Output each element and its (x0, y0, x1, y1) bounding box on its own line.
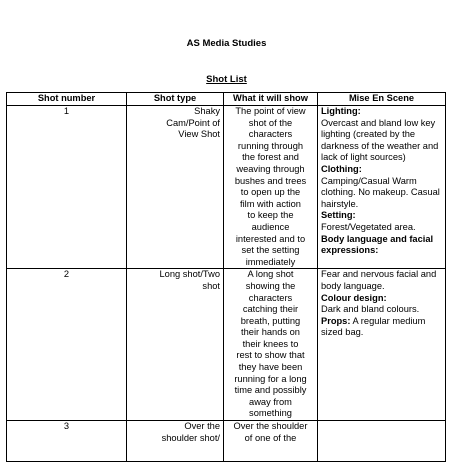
mise-text: Overcast and bland low key lighting (created by the darkness of the weather and lack of light sources) (321, 117, 439, 163)
shot-number-cell: 1 (7, 106, 127, 269)
description-line: rest to show that (236, 350, 305, 361)
shot-type-cell (127, 106, 224, 269)
description-line: immediately (245, 256, 296, 267)
description-line: away from (249, 396, 292, 407)
shot-list-table (6, 92, 446, 462)
description-line: Over the shoulder (233, 421, 308, 432)
description-line: film with action (240, 198, 301, 209)
shot-type-cell (127, 269, 224, 421)
description-line: of one of the (244, 432, 297, 443)
mise-label: Lighting: (321, 106, 361, 116)
description-cell (224, 269, 318, 421)
mise-label: Clothing: (321, 163, 362, 174)
table-row (7, 269, 446, 421)
shot-list-heading: Shot List (206, 74, 247, 85)
table-row (7, 421, 446, 462)
mise-text: Forest/Vegetated area. (321, 221, 416, 232)
mise-text: Dark and bland colours. (321, 304, 420, 315)
mise-en-scene-cell (318, 421, 446, 462)
table-header-row (7, 93, 446, 106)
header-mise-en-scene: Mise En Scene (318, 93, 446, 106)
description-line: breath, putting (240, 315, 301, 326)
description-line: the forest and (242, 152, 299, 163)
description-cell (224, 106, 318, 269)
description-line: audience (251, 221, 290, 232)
shot-type-line: Shaky (194, 106, 220, 116)
table-row (7, 106, 446, 269)
shot-number-cell: 2 (7, 269, 127, 421)
mise-entry (321, 210, 442, 233)
mise-entry (321, 316, 442, 339)
header-what-it-will-show: What it will show (224, 93, 318, 106)
description-line: catching their (242, 304, 299, 315)
description-line: interested and to (235, 233, 306, 244)
description-line: weaving through (236, 163, 305, 174)
mise-label: Colour design: (321, 292, 387, 303)
description-line: time and possibly (234, 385, 307, 396)
description-line: to open up the (240, 187, 301, 198)
document-title: AS Media Studies (186, 38, 267, 49)
description-line: running through (237, 140, 304, 151)
shot-type-line: Over the (184, 421, 220, 432)
mise-entry (321, 234, 442, 257)
mise-label: Body language and facial expressions: (321, 233, 434, 256)
mise-en-scene-cell (318, 106, 446, 269)
header-shot-type: Shot type (127, 93, 224, 106)
shot-type-line: View Shot (178, 129, 220, 140)
mise-text: Fear and nervous facial and body language. (321, 269, 437, 291)
description-line: characters (248, 129, 293, 140)
shot-type-cell (127, 421, 224, 462)
mise-entry (321, 269, 442, 292)
description-line: their knees to (242, 338, 299, 349)
description-line: A long shot (247, 269, 294, 280)
shot-type-line: shot (202, 280, 220, 291)
description-line: set the setting (241, 245, 300, 256)
shot-number-cell: 3 (7, 421, 127, 462)
description-line: running for a long (234, 373, 307, 384)
description-line: their hands on (241, 327, 300, 338)
description-line: shot of the (248, 117, 293, 128)
mise-en-scene-cell (318, 269, 446, 421)
description-cell (224, 421, 318, 462)
mise-entry (321, 293, 442, 316)
description-line: they have been (238, 362, 303, 373)
description-line: to keep the (247, 210, 294, 221)
mise-label: Setting: (321, 210, 356, 221)
mise-text: A regular medium sized bag. (321, 315, 426, 338)
mise-entry (321, 106, 442, 164)
mise-text: Camping/Casual Warm clothing. No makeup. Casual hairstyle. (321, 175, 440, 209)
description-line: characters (248, 292, 293, 303)
description-line: The point of view (235, 106, 306, 116)
shot-type-line: Long shot/Two (159, 269, 220, 280)
shot-type-line: shoulder shot/ (161, 432, 220, 443)
description-line: something (249, 408, 292, 419)
header-shot-number: Shot number (7, 93, 127, 106)
mise-label: Props: (321, 315, 351, 326)
description-line: bushes and trees (234, 175, 307, 186)
description-line: showing the (245, 280, 296, 291)
mise-entry (321, 164, 442, 210)
shot-type-line: Cam/Point of (166, 117, 220, 128)
